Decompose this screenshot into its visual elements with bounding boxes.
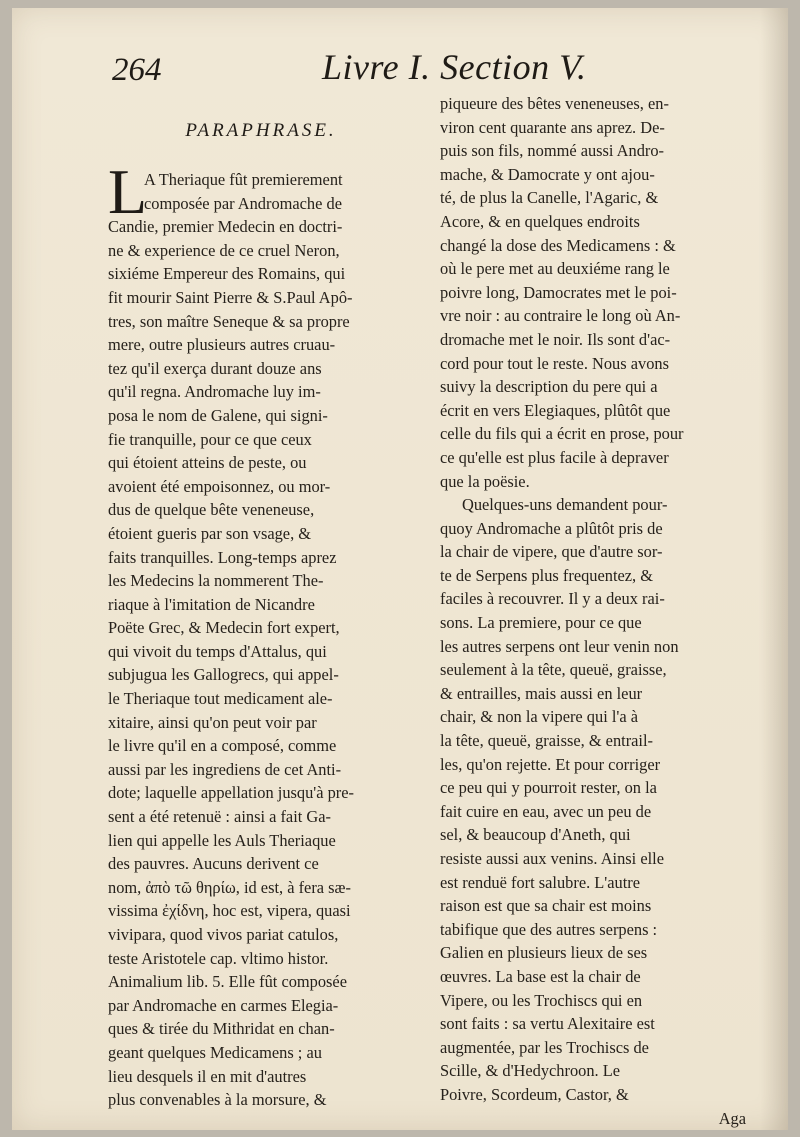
text-line: étoient gueris par son vsage, & xyxy=(108,523,312,543)
text-line: teste Aristotele cap. vltimo histor. xyxy=(108,948,329,968)
text-line: sent a été retenuë : ainsi a fait Ga- xyxy=(108,807,331,827)
text-line: œuvres. La base est la chair de xyxy=(440,966,641,986)
section-heading: PARAPHRASE. xyxy=(185,120,337,141)
text-line: cord pour tout le reste. Nous avons xyxy=(440,353,669,373)
text-line: nom, ἀπὸ τῶ θηρίω, id est, à fera sæ- xyxy=(108,877,351,897)
text-line: tez qu'il exerça durant douze ans xyxy=(108,358,322,378)
text-line: écrit en vers Elegiaques, plûtôt que xyxy=(440,400,671,420)
text-line: ne & experience de ce cruel Neron, xyxy=(108,240,340,260)
text-line: riaque à l'imitation de Nicandre xyxy=(108,594,315,614)
text-line: vivipara, quod vivos pariat catulos, xyxy=(108,925,339,944)
text-line: faciles à recouvrer. Il y a deux rai- xyxy=(440,589,665,609)
text-line: Quelques-uns demandent pour- xyxy=(462,495,668,515)
text-line: qui étoient atteins de peste, ou xyxy=(108,453,307,473)
text-line: les, qu'on rejette. Et pour corriger xyxy=(440,754,661,774)
text-line: vissima ἐχίδνη, hoc est, vipera, quasi xyxy=(108,901,351,921)
text-line: Poivre, Scordeum, Castor, & xyxy=(440,1084,629,1104)
text-line: lieu desquels il en mit d'autres xyxy=(108,1066,307,1086)
text-line: la chair de vipere, que d'autre sor- xyxy=(440,542,663,562)
page-number: 264 xyxy=(112,52,162,88)
text-line: le livre qu'il en a composé, comme xyxy=(108,736,337,756)
text-line: poivre long, Damocrates met le poi- xyxy=(440,282,677,302)
text-line: lien qui appelle les Auls Theriaque xyxy=(108,830,336,850)
text-line: aussi par les ingrediens de cet Anti- xyxy=(108,759,342,779)
text-line: avoient été empoisonnez, ou mor- xyxy=(108,476,331,496)
text-line: sixiéme Empereur des Romains, qui xyxy=(108,264,346,284)
page-edge-shadow xyxy=(760,8,788,1130)
text-line: fie tranquille, pour ce que ceux xyxy=(108,429,312,449)
text-line: Poëte Grec, & Medecin fort expert, xyxy=(108,618,340,638)
text-line: A Theriaque fût premierement xyxy=(144,170,343,189)
text-line: chair, & non la vipere qui l'a à xyxy=(440,707,638,727)
text-line: le Theriaque tout medicament ale- xyxy=(108,689,333,709)
text-line: xitaire, ainsi qu'on peut voir par xyxy=(108,712,317,732)
text-line: tres, son maître Seneque & sa propre xyxy=(108,311,350,331)
text-line: ques & tirée du Mithridat en chan- xyxy=(108,1019,335,1039)
text-line: fait cuire en eau, avec un peu de xyxy=(440,801,652,821)
text-line: puis son fils, nommé aussi Andro- xyxy=(440,141,665,161)
text-line: où le pere met au deuxiéme rang le xyxy=(440,259,670,279)
text-line: resiste aussi aux venins. Ainsi elle xyxy=(440,849,664,868)
text-line: Vipere, ou les Trochiscs qui en xyxy=(440,990,643,1010)
text-line: piqueure des bêtes veneneuses, en- xyxy=(440,94,669,113)
running-title: Livre I. Section V. xyxy=(322,47,587,87)
text-line: suivy la description du pere qui a xyxy=(440,377,658,397)
left-column xyxy=(108,92,398,1112)
book-page xyxy=(12,8,788,1130)
text-line: vre noir : au contraire le long où An- xyxy=(440,306,681,326)
text-line: Candie, premier Medecin en doctri- xyxy=(108,217,343,237)
text-line: faits tranquilles. Long-temps aprez xyxy=(108,547,337,567)
text-line: dote; laquelle appellation jusqu'à pre- xyxy=(108,783,354,803)
text-line: Galien en plusieurs lieux de ses xyxy=(440,943,648,963)
text-line: changé la dose des Medicamens : & xyxy=(440,235,676,255)
text-line: fit mourir Saint Pierre & S.Paul Apô- xyxy=(108,287,353,307)
text-line: mache, & Damocrate y ont ajou- xyxy=(440,164,655,184)
text-line: subjugua les Gallogrecs, qui appel- xyxy=(108,665,339,685)
text-line: les autres serpens ont leur venin non xyxy=(440,636,679,656)
text-line: Acore, & en quelques endroits xyxy=(440,211,640,231)
catchword: Aga xyxy=(718,1108,746,1128)
drop-cap: L xyxy=(108,156,148,227)
text-line: ce peu qui y pourroit rester, on la xyxy=(440,778,657,798)
text-line: dromache met le noir. Ils sont d'ac- xyxy=(440,329,671,349)
text-line: dus de quelque bête veneneuse, xyxy=(108,500,315,520)
text-line: posa le nom de Galene, qui signi- xyxy=(108,405,328,425)
text-line: par Andromache en carmes Elegia- xyxy=(108,995,339,1015)
text-line: tabifique que des autres serpens : xyxy=(440,919,658,939)
text-line: composée par Andromache de xyxy=(144,193,342,213)
text-line: plus convenables à la morsure, & xyxy=(108,1090,327,1110)
text-line: te de Serpens plus frequentez, & xyxy=(440,565,654,585)
text-line: ce qu'elle est plus facile à depraver xyxy=(440,447,669,467)
text-line: geant quelques Medicamens ; au xyxy=(108,1042,322,1062)
text-line: celle du fils qui a écrit en prose, pour xyxy=(440,424,684,444)
text-line: sont faits : sa vertu Alexitaire est xyxy=(440,1014,655,1034)
text-line: quoy Andromache a plûtôt pris de xyxy=(440,518,663,538)
text-line: mere, outre plusieurs autres cruau- xyxy=(108,335,336,355)
text-line: & entrailles, mais aussi en leur xyxy=(440,683,643,703)
right-column xyxy=(440,92,748,1130)
text-line: est renduë fort salubre. L'autre xyxy=(440,872,641,892)
text-line: sel, & beaucoup d'Aneth, qui xyxy=(440,825,631,845)
text-line: sons. La premiere, pour ce que xyxy=(440,613,642,633)
text-line: les Medecins la nommerent The- xyxy=(108,571,324,591)
text-line: raison est que sa chair est moins xyxy=(440,896,652,916)
text-line: té, de plus la Canelle, l'Agaric, & xyxy=(440,188,659,208)
text-line: qu'il regna. Andromache luy im- xyxy=(108,382,321,402)
text-line: Animalium lib. 5. Elle fût composée xyxy=(108,972,347,992)
text-line: que la poësie. xyxy=(440,471,530,491)
text-line: augmentée, par les Trochiscs de xyxy=(440,1037,649,1057)
text-line: la tête, queuë, graisse, & entrail- xyxy=(440,731,653,751)
text-line: des pauvres. Aucuns derivent ce xyxy=(108,854,319,874)
text-line: qui vivoit du temps d'Attalus, qui xyxy=(108,641,327,661)
text-line: viron cent quarante ans aprez. De- xyxy=(440,117,665,137)
text-line: Scille, & d'Hedychroon. Le xyxy=(440,1061,621,1081)
text-line: seulement à la tête, queuë, graisse, xyxy=(440,660,667,680)
